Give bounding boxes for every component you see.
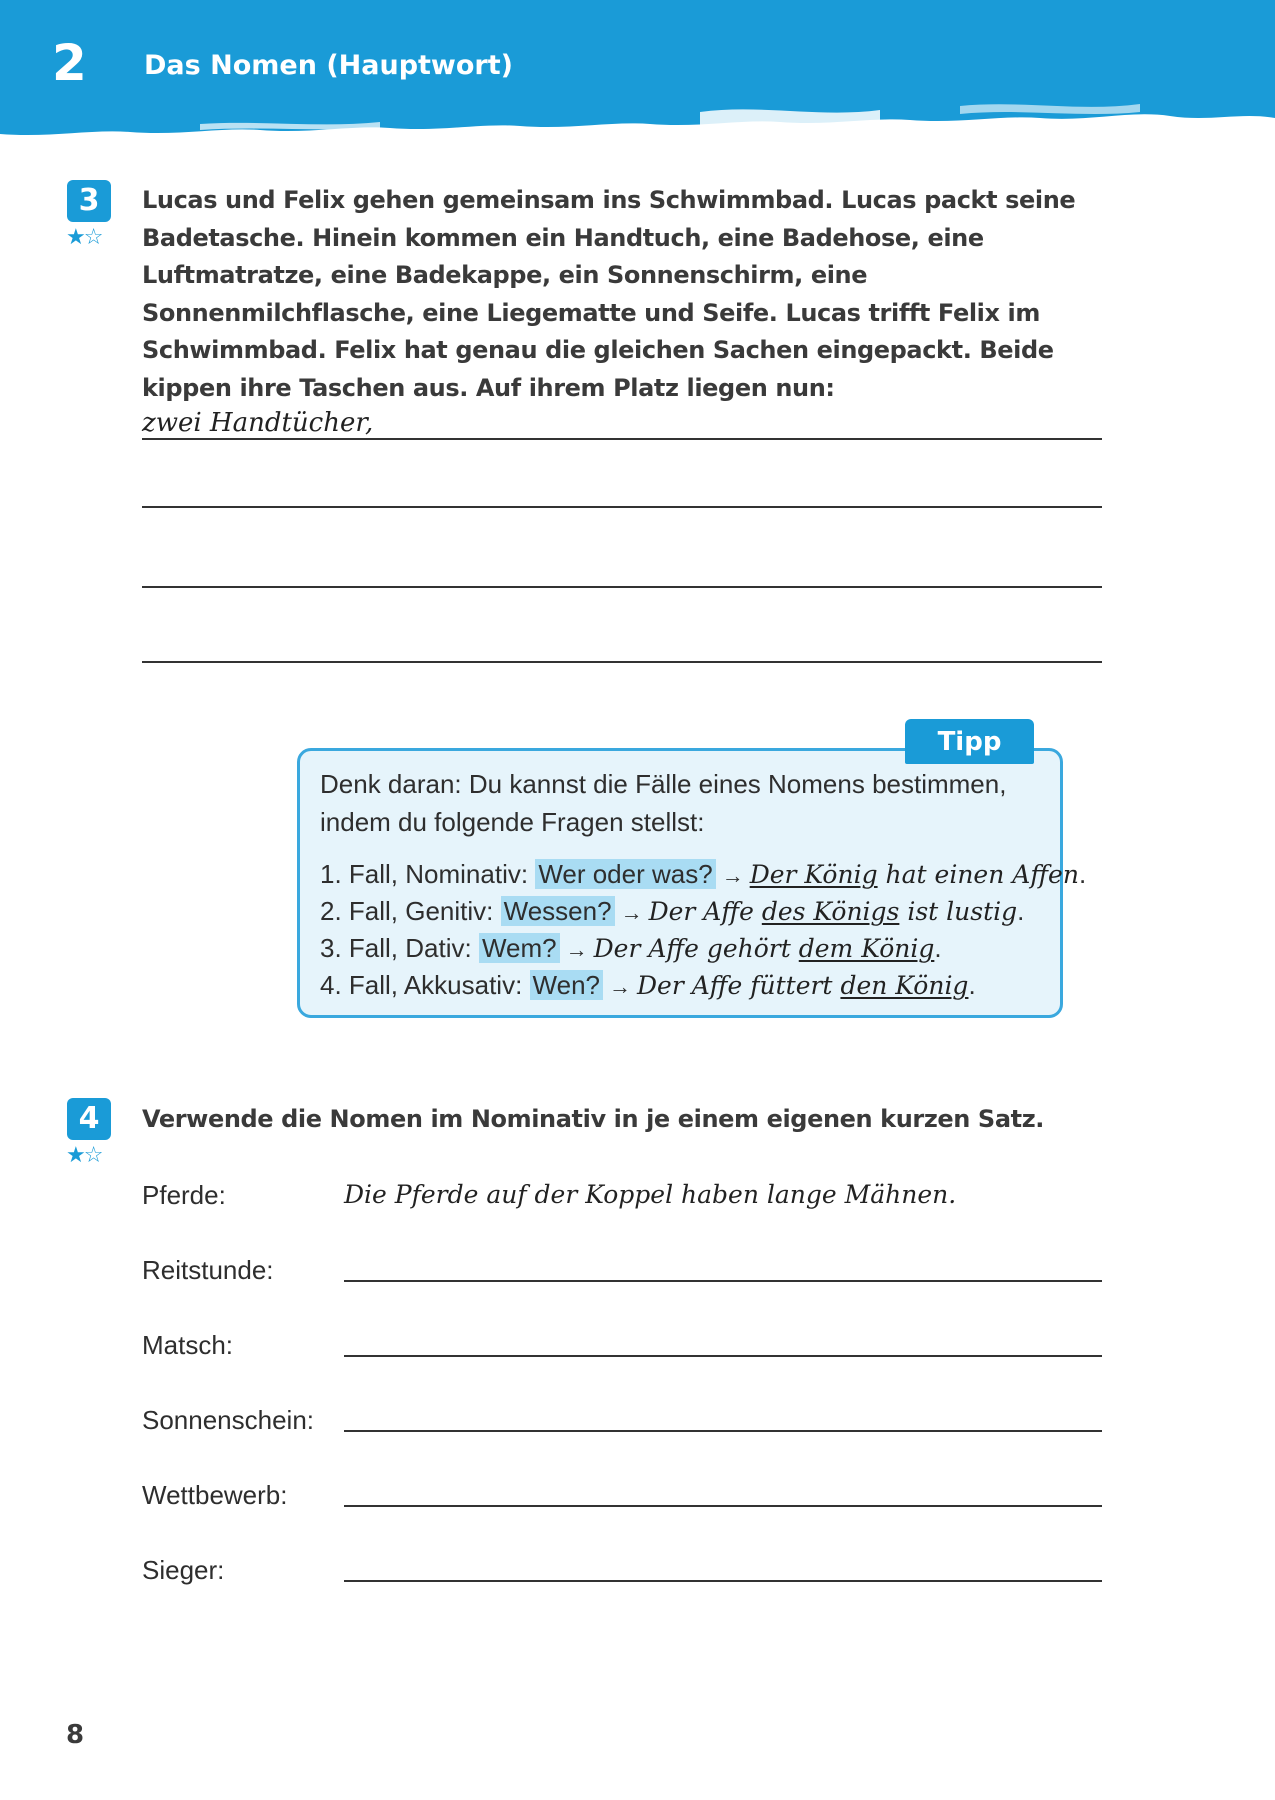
case-question: Wessen? bbox=[501, 896, 615, 926]
answer-line[interactable] bbox=[142, 438, 1102, 440]
tip-case-row: 1. Fall, Nominativ: Wer oder was? → Der König hat einen Affen. bbox=[320, 859, 1087, 889]
noun-label: Reitstunde: bbox=[142, 1255, 274, 1285]
chapter-title: Das Nomen (Hauptwort) bbox=[144, 50, 513, 81]
answer-line[interactable] bbox=[344, 1505, 1102, 1507]
case-example: Der Affe füttert den König bbox=[637, 971, 969, 1000]
noun-label: Wettbewerb: bbox=[142, 1480, 288, 1510]
tip-label: Tipp bbox=[905, 719, 1034, 764]
task-3-number-badge: 3 bbox=[67, 180, 111, 222]
arrow-icon: → bbox=[609, 974, 631, 999]
task-3-answer-example: zwei Handtücher, bbox=[142, 408, 374, 438]
answer-line[interactable] bbox=[344, 1280, 1102, 1282]
case-question: Wem? bbox=[479, 933, 560, 963]
noun-answer: Die Pferde auf der Koppel haben lange Mähnen. bbox=[344, 1180, 957, 1209]
case-example: Der König hat einen Affen bbox=[749, 860, 1079, 889]
task-3-difficulty-stars: ★☆ bbox=[66, 224, 102, 249]
case-name: 1. Fall, Nominativ: bbox=[320, 859, 529, 889]
tip-case-row: 4. Fall, Akkusativ: Wen? → Der Affe füttert den König. bbox=[320, 970, 976, 1000]
page-number: 8 bbox=[66, 1720, 85, 1750]
answer-line[interactable] bbox=[142, 506, 1102, 508]
case-name: 2. Fall, Genitiv: bbox=[320, 896, 494, 926]
chapter-header bbox=[0, 0, 1275, 160]
answer-line[interactable] bbox=[344, 1580, 1102, 1582]
case-name: 4. Fall, Akkusativ: bbox=[320, 970, 523, 1000]
arrow-icon: → bbox=[565, 937, 588, 962]
case-example: Der Affe gehört dem König bbox=[593, 934, 935, 963]
tip-intro-text: Denk daran: Du kannst die Fälle eines Nomens bestimmen, indem du folgende Fragen stellst: bbox=[320, 769, 1007, 837]
case-name: 3. Fall, Dativ: bbox=[320, 933, 472, 963]
answer-line[interactable] bbox=[142, 661, 1102, 663]
task-3-text: Lucas und Felix gehen gemeinsam ins Schwimmbad. Lucas packt seine Badetasche. Hinein kommen ein Handtuch, eine Badehose, eine Luftmatratze, eine Badekappe, ein Sonnenschirm, eine Sonnenmilchflasche, eine Liegematte und Seife. Lucas trifft Felix im Schwimmbad. Felix hat genau die gleichen Sachen eingepackt. Beide kippen ihre Taschen aus. Auf ihrem Platz liegen nun: bbox=[142, 186, 1076, 402]
noun-label: Pferde: bbox=[142, 1180, 226, 1210]
task-4-number-badge: 4 bbox=[67, 1098, 111, 1140]
noun-label: Matsch: bbox=[142, 1330, 234, 1360]
case-example: Der Affe des Königs ist lustig bbox=[648, 897, 1018, 926]
task-4-instruction: Verwende die Nomen im Nominativ in je einem eigenen kurzen Satz. bbox=[142, 1105, 1044, 1133]
answer-line[interactable] bbox=[344, 1430, 1102, 1432]
answer-line[interactable] bbox=[142, 586, 1102, 588]
arrow-icon: → bbox=[721, 863, 744, 888]
tip-case-row: 3. Fall, Dativ: Wem? → Der Affe gehört dem König. bbox=[320, 933, 942, 963]
answer-line[interactable] bbox=[344, 1355, 1102, 1357]
noun-label: Sieger: bbox=[142, 1555, 225, 1585]
chapter-number: 2 bbox=[52, 34, 87, 92]
case-question: Wer oder was? bbox=[535, 859, 715, 889]
task-4-difficulty-stars: ★☆ bbox=[66, 1142, 102, 1167]
case-question: Wen? bbox=[530, 970, 603, 1000]
tip-case-row: 2. Fall, Genitiv: Wessen? → Der Affe des Königs ist lustig. bbox=[320, 896, 1025, 926]
noun-label: Sonnenschein: bbox=[142, 1405, 315, 1435]
arrow-icon: → bbox=[620, 900, 643, 925]
